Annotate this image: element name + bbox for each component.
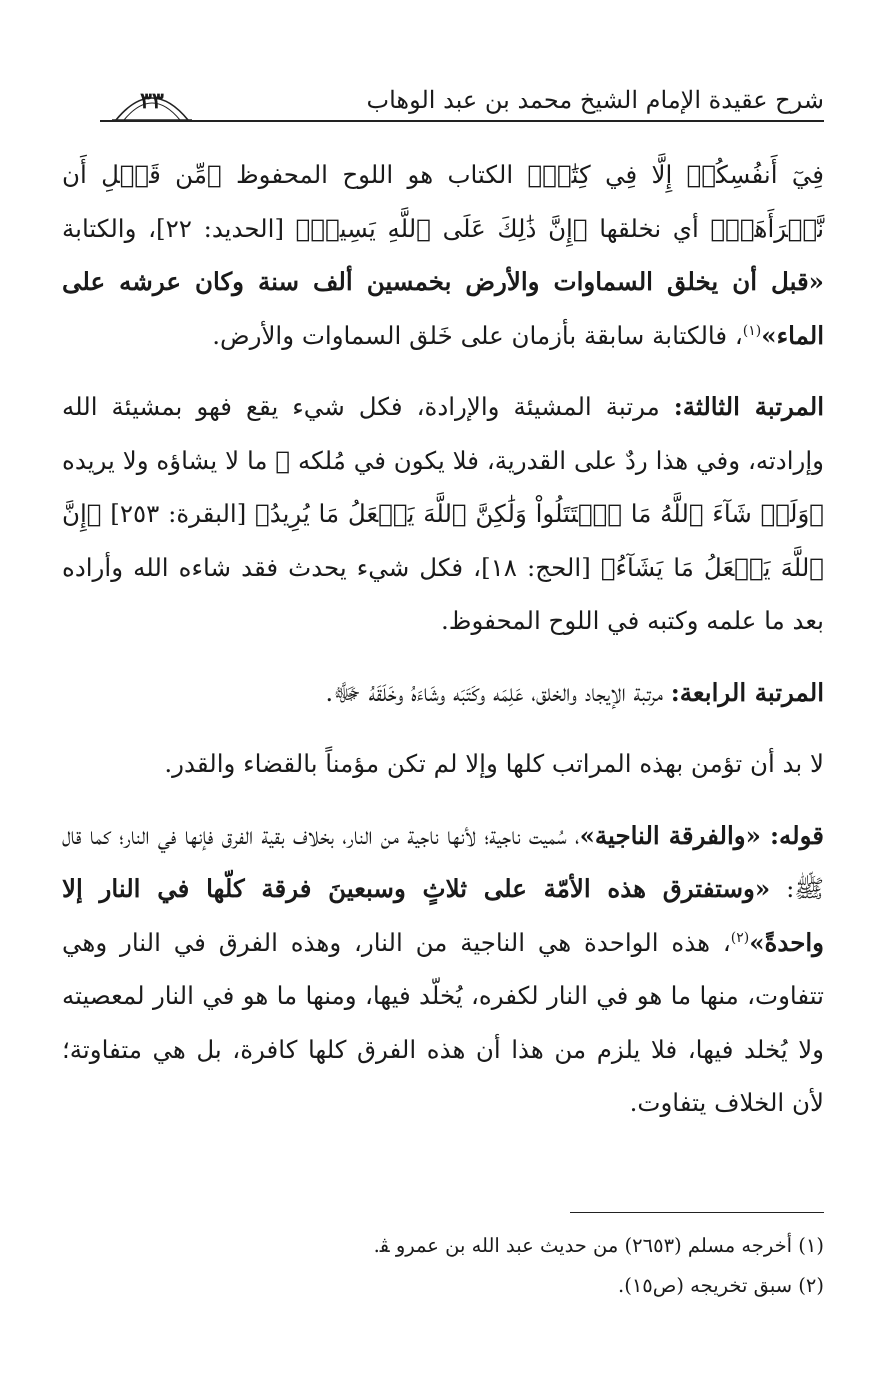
paragraph — [62, 809, 824, 1130]
section-label: المرتبة الرابعة: — [670, 677, 824, 707]
paragraph — [62, 380, 824, 648]
paragraph — [62, 666, 824, 720]
text-run: [الحج: ١٨]، فكل شيء يحدث فقد شاءه الله وأراده بعد ما علمه وكتبه في اللوح المحفوظ. — [62, 552, 824, 635]
text-run: مرتبة المشيئة والإرادة، فكل شيء يقع فهو بمشيئة الله وإرادته، وفي هذا ردٌ على القدرية، فلا يكون في مُلكه ﷻ ما لا يشاؤه ولا يريده — [62, 392, 824, 475]
footnotes — [62, 1226, 824, 1306]
footnote-separator — [570, 1212, 824, 1213]
footnote-marker: (١) — [742, 322, 762, 339]
main-text — [62, 148, 824, 1130]
text-run: أي نخلقها — [587, 213, 711, 243]
quran-verse: فِيٓ أَنفُسِكُمۡ إِلَّا فِي كِتَٰبٖ﴾ — [527, 160, 824, 189]
text-run: الكتاب هو اللوح المحفوظ — [221, 160, 528, 189]
text-run: [الحديد: ٢٢]، والكتابة — [62, 213, 296, 243]
page-number: ٣٣ — [140, 88, 164, 114]
footnote-1: (١) أخرجه مسلم (٢٦٥٣) من حديث عبد الله بن عمرو ﭭ. — [373, 1234, 824, 1257]
running-title: شرح عقيدة الإمام الشيخ محمد بن عبد الوهاب — [366, 86, 824, 114]
text-run: مرتبة الإيجاد والخلق، عَلِمَه وكَتَبَه وشَاءَهُ وخَلَقَهُ ﷻ. — [325, 677, 671, 707]
text-run: ، هذه الواحدة هي الناجية من النار، وهذه الفرق في النار وهي تتفاوت، منها ما هو في النار لكفره، يُخلّد فيها، ومنها ما هو في النار لمعصيته ولا يُخلد فيها، فلا يلزم من هذا أن هذه الفرق كلها كافرة، بل هي متفاوتة؛ لأن الخلاف يتفاوت. — [62, 927, 824, 1117]
page-header — [100, 78, 824, 128]
paragraph — [62, 737, 824, 791]
section-label: المرتبة الثالثة: — [673, 392, 824, 421]
text-run: [البقرة: ٢٥٣] — [101, 499, 256, 528]
quran-verse: ﴿إِنَّ ٱللَّهَ يَفۡعَلُ مَا يَشَآءُ﴾ — [62, 499, 824, 582]
text-run: ، سُميت ناجية؛ لأنها ناجية من النار، بخلاف بقية الفرق فإنها في النار؛ كما قال ﷺ: — [62, 820, 825, 903]
footnote-marker: (٢) — [730, 929, 750, 946]
text-run: ، فالكتابة سابقة بأزمان على خَلق السماوات والأرض. — [212, 320, 743, 350]
quran-verse: ﴿مِّن قَبۡلِ أَن نَّبۡرَأَهَآۚ﴾ — [62, 160, 825, 243]
header-rule — [100, 120, 824, 122]
section-label: قوله: «والفرقة الناجية» — [579, 820, 824, 850]
text-run: لا بد أن تؤمن بهذه المراتب كلها وإلا لم تكن مؤمناً بالقضاء والقدر. — [164, 749, 824, 778]
page-number-ornament — [112, 82, 192, 122]
quran-verse: ﴿إِنَّ ذَٰلِكَ عَلَى ٱللَّهِ يَسِيرٞ﴾ — [295, 213, 588, 243]
hadith-quote: «قبل أن يخلق السماوات والأرض بخمسين ألف سنة وكان عرشه على الماء» — [62, 267, 824, 350]
hadith-quote: «وستفترق هذه الأمّة على ثلاثٍ وسبعينَ فرقة كلّها في النار إلا واحدةً» — [62, 874, 824, 957]
paragraph — [62, 148, 824, 362]
footnote-2: (٢) سبق تخريجه (ص١٥). — [618, 1274, 824, 1297]
quran-verse: ﴿وَلَوۡ شَآءَ ٱللَّهُ مَا ٱقۡتَتَلُواْ وَلَٰكِنَّ ٱللَّهَ يَفۡعَلُ مَا يُرِيدُ﴾ — [255, 499, 824, 528]
